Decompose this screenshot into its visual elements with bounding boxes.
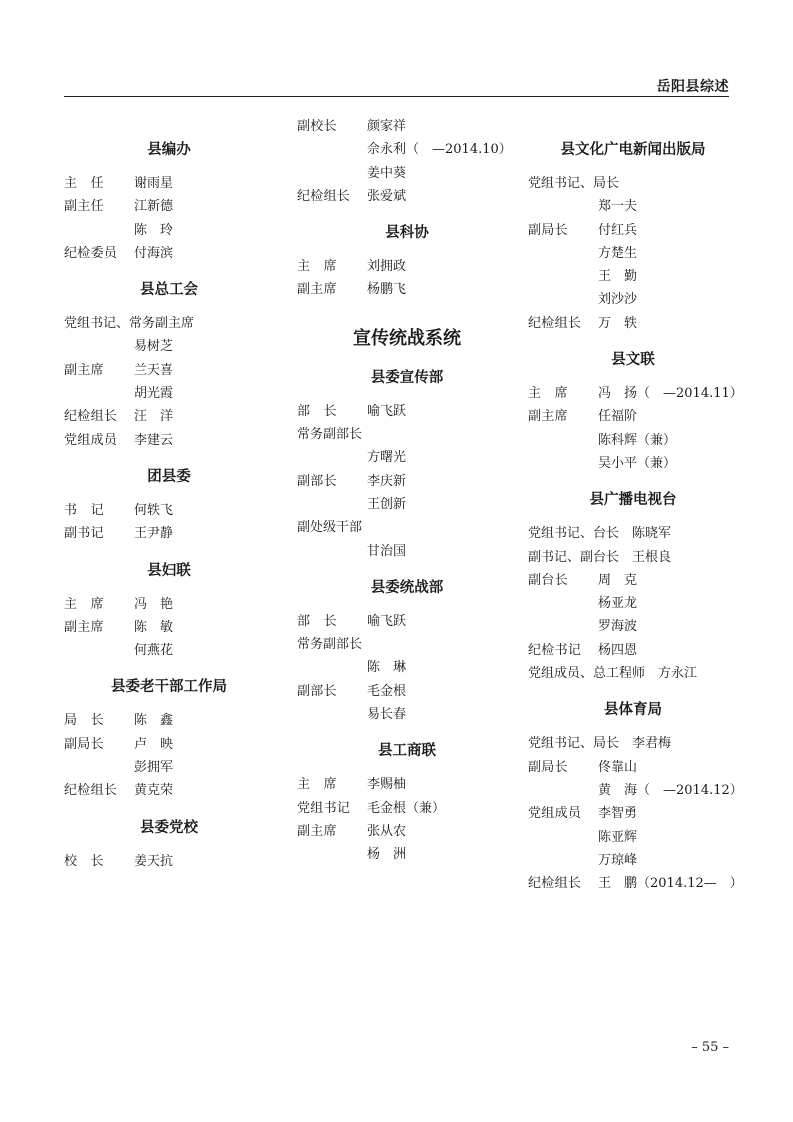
- person-name: 陈 敏: [134, 619, 174, 635]
- roster-row: [528, 405, 738, 428]
- person-name: 杨鹏飞: [367, 282, 407, 298]
- person-name: 汪 洋: [134, 409, 174, 425]
- position-label: 主 任: [64, 176, 104, 191]
- person-name: 李庆新: [367, 473, 407, 489]
- roster-row: [297, 610, 517, 633]
- position-label: 主 席: [297, 259, 337, 275]
- roster-row: [297, 185, 517, 208]
- person-name: 方曙光: [367, 450, 407, 466]
- roster-row: [528, 802, 738, 825]
- person-name: 陈亚辉: [598, 829, 638, 845]
- roster-row: [64, 429, 274, 452]
- position-label: 主 席: [528, 386, 568, 402]
- person-name: 王 勤: [598, 269, 638, 285]
- roster-row: [528, 592, 738, 615]
- section-title: 县文联: [611, 352, 655, 369]
- roster-row: [297, 843, 517, 866]
- roster-row: [297, 797, 517, 820]
- person-name: 喻飞跃: [367, 403, 407, 419]
- person-name: 任福阶: [598, 409, 638, 425]
- person-name: 付海滨: [134, 245, 174, 261]
- person-name: 何轶飞: [134, 502, 174, 518]
- roster-row: [64, 639, 274, 662]
- roster-row: [297, 400, 517, 423]
- position-label: 副主任: [64, 199, 104, 215]
- person-name: 张从农: [367, 823, 407, 839]
- person-name: 王尹静: [134, 526, 174, 542]
- roster-row: [297, 773, 517, 796]
- person-name: 罗海波: [598, 619, 638, 635]
- person-name: 彭拥军: [134, 760, 174, 776]
- position-label: 副主席: [64, 619, 104, 635]
- person-name: 付红兵: [598, 222, 638, 238]
- roster-row: [64, 359, 274, 382]
- section-title: 县妇联: [147, 562, 191, 579]
- section-title: 县工商联: [378, 743, 436, 760]
- roster-row: [297, 115, 517, 138]
- roster-line: 党组书记、台长 陈晓军: [528, 526, 672, 542]
- position-label: 党组成员: [64, 432, 118, 448]
- roster-row: [64, 195, 274, 218]
- column-1: [64, 115, 274, 873]
- person-name: 郑一夫: [598, 199, 638, 215]
- position-label: 党组书记: [297, 800, 351, 816]
- roster-row: [528, 429, 738, 452]
- roster-row: [64, 616, 274, 639]
- roster-row: [64, 593, 274, 616]
- person-name: 江新德: [134, 199, 174, 215]
- section-title: 县编办: [147, 142, 191, 158]
- person-name: 陈 鑫: [134, 713, 174, 729]
- roster-line: 常务副部长: [297, 637, 363, 653]
- position-label: 副局长: [64, 736, 104, 752]
- position-label: 副主席: [297, 823, 337, 839]
- roster-row: [64, 756, 274, 779]
- person-name: 冯 艳: [134, 596, 174, 612]
- person-name: 易树芝: [134, 339, 174, 355]
- running-header-title: 岳阳县综述: [656, 79, 729, 95]
- roster-row: [528, 288, 738, 311]
- person-name: 杨四恩: [598, 642, 638, 658]
- section-title: 县体育局: [604, 702, 662, 719]
- roster-row: [528, 219, 738, 242]
- roster-row: [528, 195, 738, 218]
- person-name: 陈 琳: [367, 660, 407, 676]
- roster-row: [528, 452, 738, 475]
- roster-row: [297, 656, 517, 679]
- page-number: – 55 –: [691, 1040, 729, 1055]
- roster-row: [297, 540, 517, 563]
- section-title: 县委统战部: [370, 579, 444, 596]
- section-title: 县文化广电新闻出版局: [560, 142, 706, 158]
- position-label: 副主席: [297, 282, 337, 298]
- position-label: 纪检组长: [64, 783, 118, 799]
- roster-line: 党组书记、局长: [528, 176, 620, 191]
- person-name: 王 鹏（2014.12— ）: [598, 876, 743, 892]
- roster-row: [64, 405, 274, 428]
- person-name: 何燕花: [134, 643, 174, 659]
- roster-row: [297, 255, 517, 278]
- roster-row: [528, 569, 738, 592]
- roster-line: 党组书记、常务副主席: [64, 316, 195, 332]
- roster-row: [528, 312, 738, 335]
- roster-row: [528, 242, 738, 265]
- roster-row: [297, 493, 517, 516]
- person-name: 万 轶: [598, 315, 638, 331]
- roster-row: [64, 779, 274, 802]
- roster-row: [297, 680, 517, 703]
- roster-row: [528, 615, 738, 638]
- position-label: 纪检组长: [528, 876, 582, 892]
- section-title: 县总工会: [140, 282, 198, 299]
- person-name: 佟靠山: [598, 759, 638, 775]
- position-label: 纪检组长: [64, 409, 118, 425]
- person-name: 万琼峰: [598, 852, 638, 868]
- roster-row: [528, 849, 738, 872]
- position-label: 副部长: [297, 683, 337, 699]
- roster-line: 党组成员、总工程师 方永江: [528, 666, 698, 682]
- person-name: 刘拥政: [367, 259, 407, 275]
- roster-row: [528, 382, 743, 405]
- section-title: 团县委: [147, 468, 191, 485]
- person-name: 佘永利（ —2014.10）: [367, 142, 512, 158]
- section-title: 县委宣传部: [370, 369, 444, 386]
- section-title: 县委老干部工作局: [111, 679, 227, 696]
- person-name: 卢 映: [134, 736, 174, 752]
- roster-row: [528, 639, 738, 662]
- section-title: 县科协: [385, 225, 429, 242]
- person-name: 王创新: [367, 496, 407, 512]
- roster-row: [64, 172, 274, 195]
- person-name: 喻飞跃: [367, 613, 407, 629]
- person-name: 姜天抗: [134, 853, 174, 869]
- spacer: [528, 115, 738, 125]
- roster-row: [64, 382, 274, 405]
- roster-row: [297, 470, 517, 493]
- roster-row: [528, 779, 743, 802]
- position-label: 副局长: [528, 759, 568, 775]
- position-label: 纪检组长: [528, 315, 582, 331]
- position-label: 副部长: [297, 473, 337, 489]
- person-name: 周 克: [598, 572, 638, 588]
- roster-line: 副处级干部: [297, 520, 363, 536]
- person-name: 冯 扬（ —2014.11）: [598, 386, 743, 402]
- roster-row: [64, 335, 274, 358]
- person-name: 方楚生: [598, 245, 638, 261]
- position-label: 校 长: [64, 853, 104, 869]
- column-2: [297, 115, 517, 867]
- roster-row: [64, 522, 274, 545]
- position-label: 副校长: [297, 119, 337, 134]
- person-name: 李建云: [134, 432, 174, 448]
- position-label: 副主席: [64, 362, 104, 378]
- roster-row: [297, 138, 517, 161]
- position-label: 副书记: [64, 526, 104, 542]
- position-label: 纪检书记: [528, 642, 582, 658]
- roster-row: [64, 242, 274, 265]
- position-label: 副台长: [528, 572, 568, 588]
- person-name: 甘治国: [367, 543, 407, 559]
- person-name: 易长春: [367, 707, 407, 723]
- person-name: 黄克荣: [134, 783, 174, 799]
- roster-line: 常务副部长: [297, 427, 363, 443]
- position-label: 纪检组长: [297, 188, 351, 204]
- person-name: 黄 海（ —2014.12）: [598, 782, 743, 798]
- roster-row: [528, 265, 738, 288]
- roster-row: [297, 446, 517, 469]
- person-name: 杨 洲: [367, 847, 407, 863]
- person-name: 谢雨星: [134, 176, 174, 191]
- person-name: 李赐柚: [367, 777, 407, 793]
- spacer: [64, 115, 274, 125]
- roster-row: [64, 219, 274, 242]
- person-name: 杨亚龙: [598, 596, 638, 612]
- roster-row: [64, 850, 274, 873]
- position-label: 部 长: [297, 403, 337, 419]
- roster-row: [64, 733, 274, 756]
- position-label: 局 长: [64, 713, 104, 729]
- person-name: 张爱斌: [367, 188, 407, 204]
- roster-row: [297, 703, 517, 726]
- position-label: 副主席: [528, 409, 568, 425]
- position-label: 主 席: [64, 596, 104, 612]
- person-name: 刘沙沙: [598, 292, 638, 308]
- person-name: 李智勇: [598, 806, 638, 822]
- header-rule: [64, 96, 729, 97]
- position-label: 部 长: [297, 613, 337, 629]
- column-3: [528, 115, 743, 895]
- roster-line: 副书记、副台长 王根良: [528, 549, 672, 565]
- roster-row: [64, 499, 274, 522]
- roster-row: [297, 162, 517, 185]
- position-label: 书 记: [64, 502, 104, 518]
- roster-row: [297, 278, 517, 301]
- person-name: 姜中葵: [367, 165, 407, 181]
- section-title: 县委党校: [140, 819, 198, 836]
- roster-row: [297, 820, 517, 843]
- person-name: 吴小平（兼）: [598, 455, 677, 471]
- person-name: 兰天喜: [134, 362, 174, 378]
- section-title: 县广播电视台: [589, 492, 677, 509]
- roster-row: [528, 872, 743, 895]
- person-name: 陈科辉（兼）: [598, 432, 677, 448]
- person-name: 毛金根: [367, 683, 407, 699]
- position-label: 党组成员: [528, 806, 582, 822]
- system-title: 宣传统战系统: [353, 327, 461, 349]
- person-name: 陈 玲: [134, 222, 174, 238]
- position-label: 主 席: [297, 777, 337, 793]
- position-label: 纪检委员: [64, 245, 118, 261]
- person-name: 毛金根（兼）: [367, 800, 446, 816]
- roster-row: [528, 756, 738, 779]
- person-name: 颜家祥: [367, 119, 407, 134]
- roster-line: 党组书记、局长 李君梅: [528, 736, 672, 752]
- position-label: 副局长: [528, 222, 568, 238]
- person-name: 胡光霞: [134, 386, 174, 402]
- roster-row: [64, 709, 274, 732]
- roster-row: [528, 826, 738, 849]
